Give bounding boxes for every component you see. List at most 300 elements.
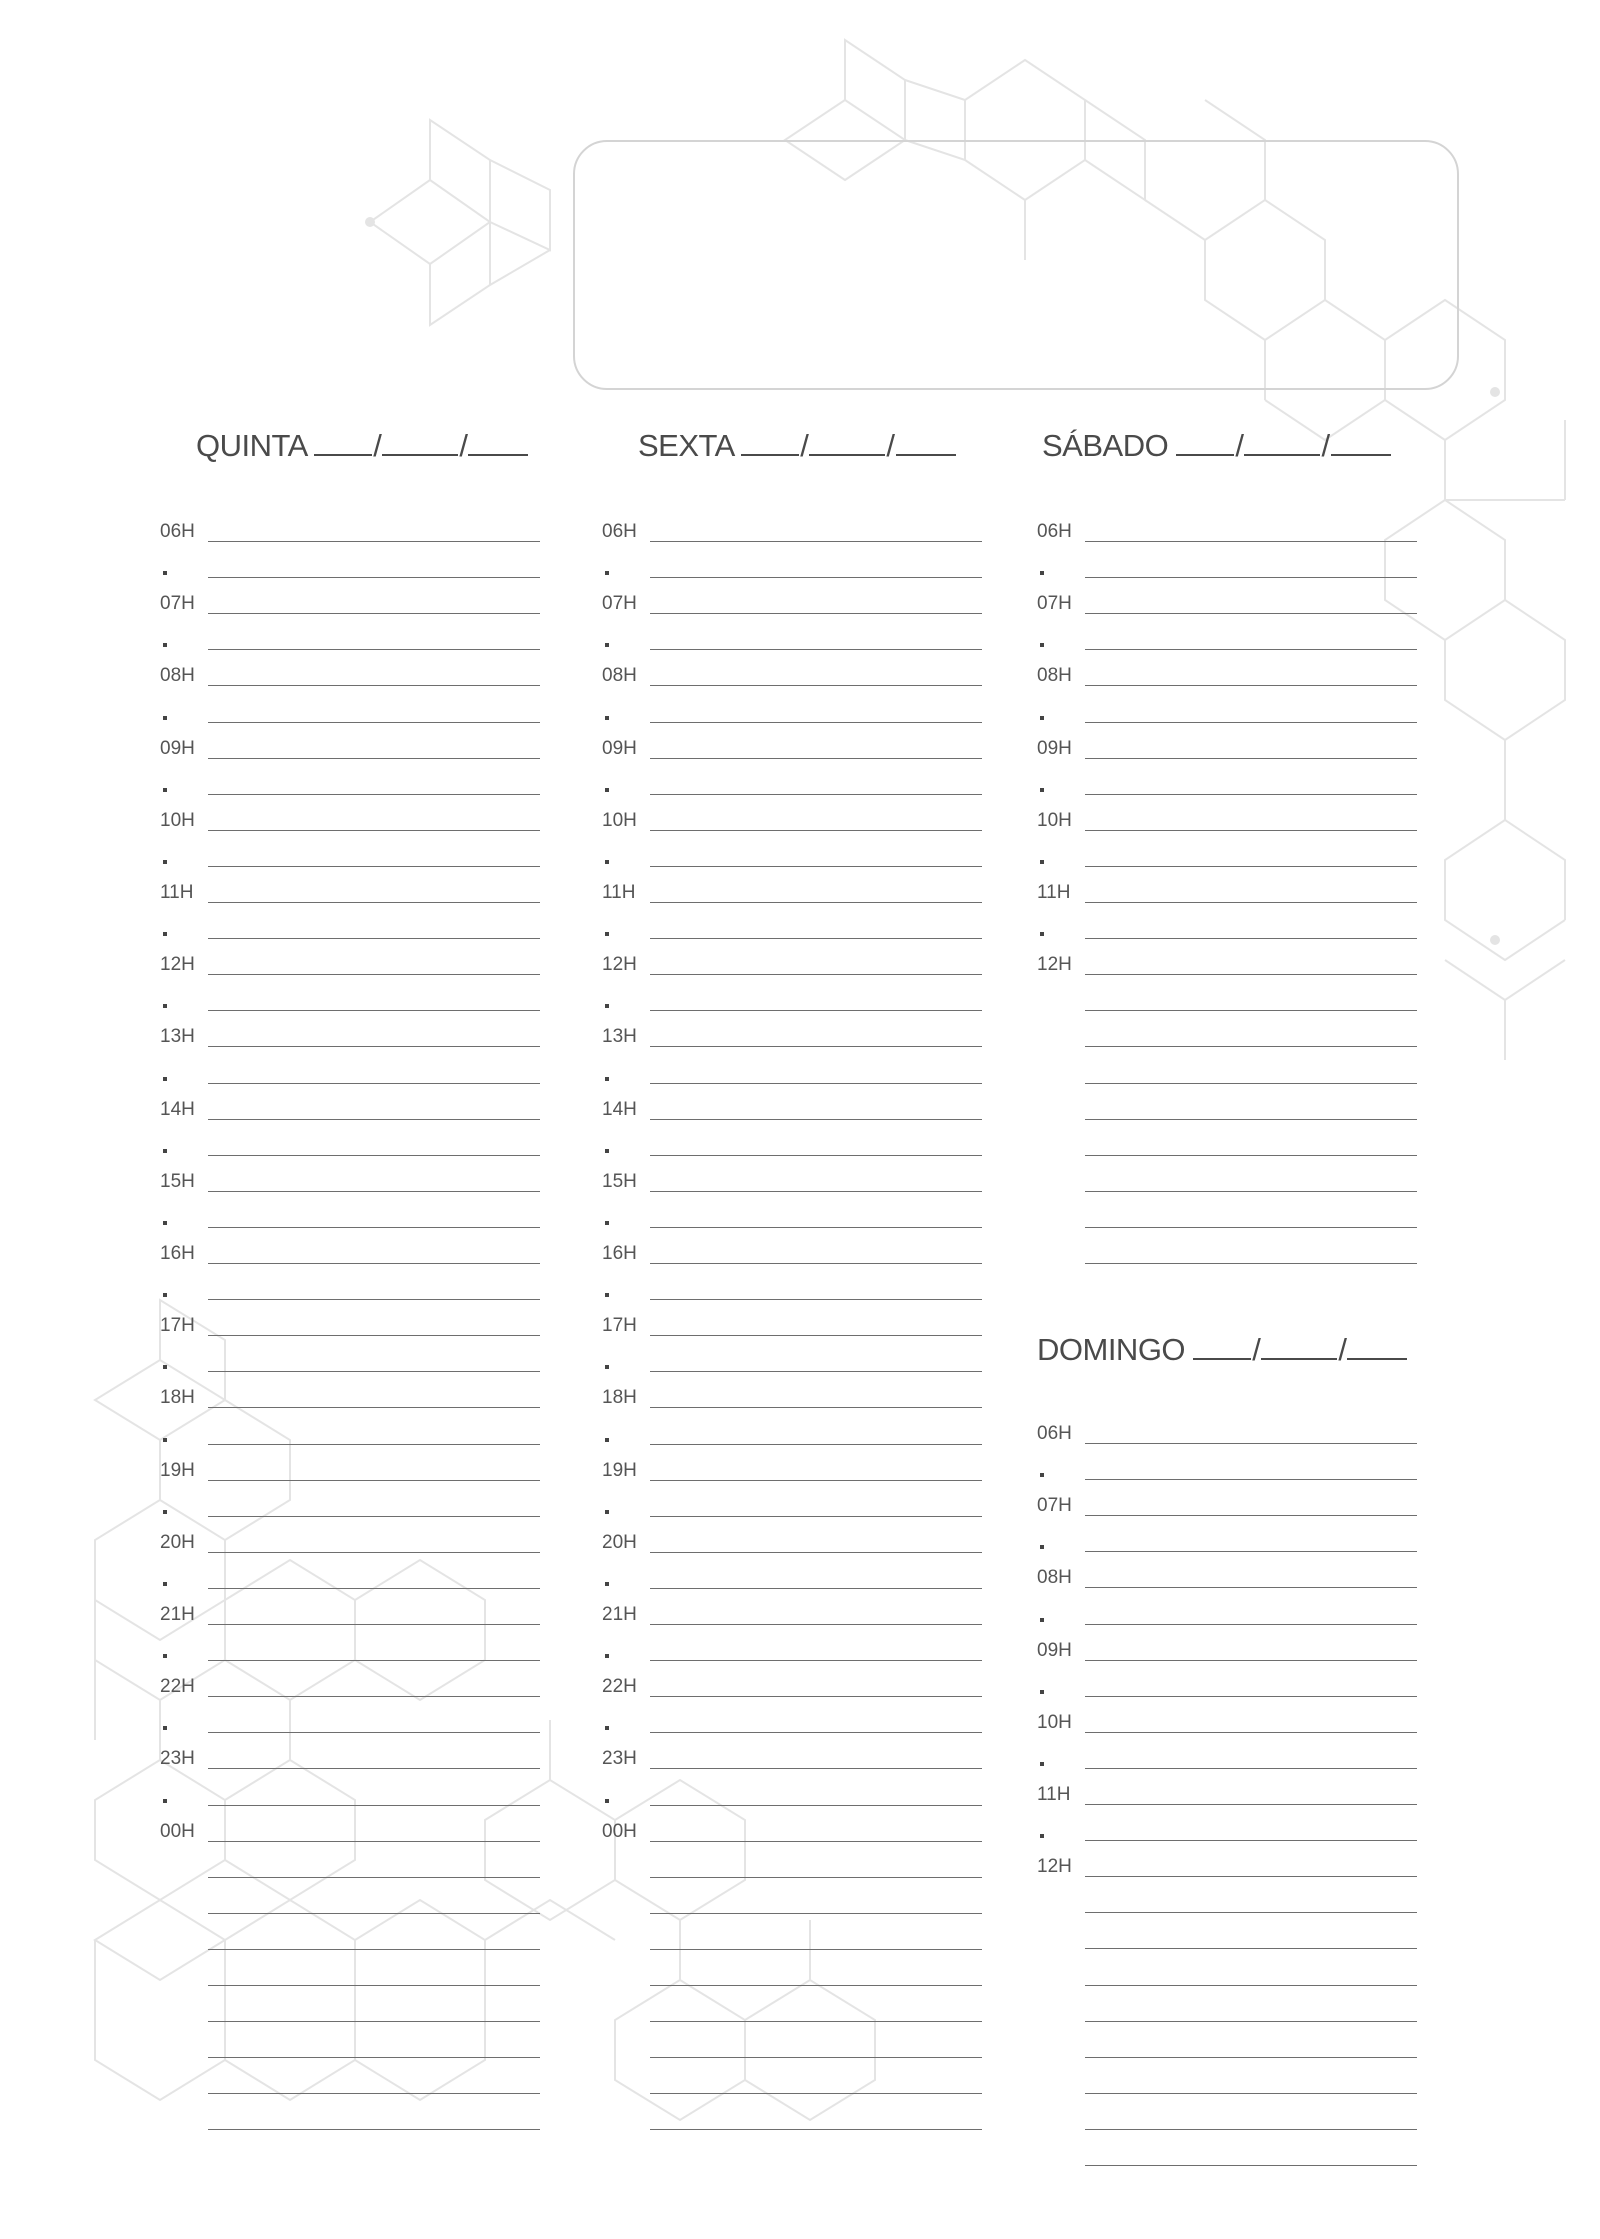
write-line[interactable] xyxy=(650,1552,982,1553)
write-line[interactable] xyxy=(1085,541,1417,542)
write-line[interactable] xyxy=(1085,577,1417,578)
write-line[interactable] xyxy=(1085,1840,1417,1841)
hour-label: 11H xyxy=(1037,882,1071,903)
write-line[interactable] xyxy=(650,1010,982,1011)
half-hour-dot xyxy=(163,1293,167,1297)
hour-label: 08H xyxy=(160,665,195,687)
half-hour-dot xyxy=(163,1077,167,1081)
write-line[interactable] xyxy=(208,758,540,759)
half-hour-dot xyxy=(163,1726,167,1730)
schedule-row xyxy=(160,771,540,795)
date-year-blank[interactable] xyxy=(468,428,528,456)
write-line[interactable] xyxy=(1085,2129,1417,2130)
write-line[interactable] xyxy=(208,577,540,578)
half-hour-dot xyxy=(1040,571,1044,575)
day-name: SÁBADO xyxy=(1042,428,1169,463)
schedule-row xyxy=(602,1926,982,1950)
write-line[interactable] xyxy=(650,541,982,542)
hour-label: 00H xyxy=(602,1820,637,1842)
write-line[interactable] xyxy=(208,1119,540,1120)
schedule-row xyxy=(1037,915,1417,939)
hour-label: 07H xyxy=(602,593,637,615)
schedule-row xyxy=(602,1096,982,1120)
half-hour-dot xyxy=(605,1077,609,1081)
write-line[interactable] xyxy=(1085,649,1417,650)
write-line[interactable] xyxy=(650,722,982,723)
write-line[interactable] xyxy=(650,1877,982,1878)
write-line[interactable] xyxy=(208,1155,540,1156)
schedule-row xyxy=(1037,951,1417,975)
write-line[interactable] xyxy=(208,902,540,903)
date-month-blank[interactable] xyxy=(1261,1332,1337,1360)
schedule-row xyxy=(602,1312,982,1336)
write-line[interactable] xyxy=(1085,1010,1417,1011)
half-hour-dot xyxy=(1040,1690,1044,1694)
write-line[interactable] xyxy=(1085,1948,1417,1949)
write-line[interactable] xyxy=(1085,1515,1417,1516)
schedule-row xyxy=(160,1348,540,1372)
schedule-row xyxy=(1037,1673,1417,1697)
write-line[interactable] xyxy=(1085,2165,1417,2166)
write-line[interactable] xyxy=(650,1768,982,1769)
schedule-row xyxy=(160,2106,540,2130)
half-hour-dot xyxy=(605,1221,609,1225)
half-hour-dot xyxy=(1040,1473,1044,1477)
write-line[interactable] xyxy=(208,1877,540,1878)
schedule-row xyxy=(1037,2034,1417,2058)
write-line[interactable] xyxy=(650,830,982,831)
write-line[interactable] xyxy=(650,1119,982,1120)
write-line[interactable] xyxy=(650,758,982,759)
half-hour-dot xyxy=(1040,1618,1044,1622)
schedule-row xyxy=(602,1204,982,1228)
hour-label: 12H xyxy=(602,954,637,976)
write-line[interactable] xyxy=(650,1046,982,1047)
date-day-blank[interactable] xyxy=(314,428,372,456)
schedule-row xyxy=(1037,1601,1417,1625)
half-hour-dot xyxy=(163,1582,167,1586)
schedule-row xyxy=(160,699,540,723)
hour-label: 09H xyxy=(1037,737,1072,759)
write-line[interactable] xyxy=(208,2021,540,2022)
write-line[interactable] xyxy=(1085,1587,1417,1588)
write-line[interactable] xyxy=(1085,1912,1417,1913)
write-line[interactable] xyxy=(208,1263,540,1264)
schedule-row xyxy=(160,1782,540,1806)
hour-label: 19H xyxy=(160,1459,195,1481)
schedule-row xyxy=(160,807,540,831)
write-line[interactable] xyxy=(208,722,540,723)
date-separator: / xyxy=(1338,1332,1347,1367)
schedule-row xyxy=(602,590,982,614)
hour-label: 19H xyxy=(602,1459,637,1481)
write-line[interactable] xyxy=(208,974,540,975)
write-line[interactable] xyxy=(208,1913,540,1914)
date-separator: / xyxy=(886,428,895,463)
hour-label: 22H xyxy=(160,1676,195,1698)
write-line[interactable] xyxy=(1085,1263,1417,1264)
date-day-blank[interactable] xyxy=(1193,1332,1251,1360)
schedule-row xyxy=(160,987,540,1011)
schedule-row xyxy=(602,1673,982,1697)
hour-label: 07H xyxy=(1037,593,1072,615)
half-hour-dot xyxy=(605,716,609,720)
schedule-row xyxy=(160,1023,540,1047)
schedule-row xyxy=(602,1023,982,1047)
day-name: DOMINGO xyxy=(1037,1332,1186,1367)
write-line[interactable] xyxy=(208,1046,540,1047)
schedule-row xyxy=(160,1890,540,1914)
half-hour-dot xyxy=(605,1582,609,1586)
write-line[interactable] xyxy=(1085,1155,1417,1156)
write-line[interactable] xyxy=(650,866,982,867)
write-line[interactable] xyxy=(1085,2057,1417,2058)
write-line[interactable] xyxy=(208,1588,540,1589)
half-hour-dot xyxy=(605,1654,609,1658)
hour-label: 23H xyxy=(602,1748,637,1770)
half-hour-dot xyxy=(163,571,167,575)
write-line[interactable] xyxy=(1085,722,1417,723)
schedule-row xyxy=(1037,1204,1417,1228)
hour-label: 09H xyxy=(1037,1639,1072,1661)
schedule-row xyxy=(1037,1060,1417,1084)
schedule-row xyxy=(1037,735,1417,759)
schedule-row xyxy=(1037,1420,1417,1444)
schedule-row xyxy=(1037,987,1417,1011)
write-line[interactable] xyxy=(650,1299,982,1300)
schedule-row xyxy=(1037,1709,1417,1733)
write-line[interactable] xyxy=(1085,2093,1417,2094)
schedule-row xyxy=(1037,843,1417,867)
schedule-row xyxy=(602,843,982,867)
write-line[interactable] xyxy=(650,1624,982,1625)
schedule-row xyxy=(160,1673,540,1697)
write-line[interactable] xyxy=(1085,1768,1417,1769)
write-line[interactable] xyxy=(650,1732,982,1733)
write-line[interactable] xyxy=(1085,685,1417,686)
write-line[interactable] xyxy=(1085,758,1417,759)
write-line[interactable] xyxy=(208,1371,540,1372)
write-line[interactable] xyxy=(208,866,540,867)
day-header-sabado xyxy=(1042,428,1391,464)
schedule-row xyxy=(1037,879,1417,903)
half-hour-dot xyxy=(1040,860,1044,864)
title-box[interactable] xyxy=(573,140,1459,390)
hour-label: 06H xyxy=(1037,1423,1072,1444)
schedule-row xyxy=(602,879,982,903)
schedule-row xyxy=(602,1782,982,1806)
schedule-row xyxy=(1037,699,1417,723)
schedule-row xyxy=(602,1818,982,1842)
schedule-row xyxy=(1037,1023,1417,1047)
write-line[interactable] xyxy=(1085,1083,1417,1084)
date-separator: / xyxy=(1252,1332,1261,1367)
schedule-row xyxy=(602,1384,982,1408)
write-line[interactable] xyxy=(650,1913,982,1914)
write-line[interactable] xyxy=(650,1155,982,1156)
schedule-row xyxy=(602,1745,982,1769)
date-month-blank[interactable] xyxy=(1244,428,1320,456)
hour-label: 08H xyxy=(1037,1567,1072,1589)
half-hour-dot xyxy=(163,1510,167,1514)
half-hour-dot xyxy=(1040,1834,1044,1838)
write-line[interactable] xyxy=(650,1949,982,1950)
write-line[interactable] xyxy=(1085,1046,1417,1047)
write-line[interactable] xyxy=(1085,974,1417,975)
schedule-row xyxy=(160,1096,540,1120)
half-hour-dot xyxy=(605,1365,609,1369)
write-line[interactable] xyxy=(1085,1227,1417,1228)
hour-label: 20H xyxy=(160,1531,195,1553)
hour-label: 16H xyxy=(160,1243,195,1264)
write-line[interactable] xyxy=(208,1805,540,1806)
write-line[interactable] xyxy=(650,974,982,975)
schedule-row xyxy=(602,951,982,975)
hour-label: 06H xyxy=(602,521,637,542)
write-line[interactable] xyxy=(1085,2021,1417,2022)
write-line[interactable] xyxy=(1085,830,1417,831)
hour-label: 17H xyxy=(602,1315,637,1337)
write-line[interactable] xyxy=(208,1552,540,1553)
write-line[interactable] xyxy=(208,1841,540,1842)
write-line[interactable] xyxy=(208,613,540,614)
write-line[interactable] xyxy=(650,1444,982,1445)
write-line[interactable] xyxy=(650,1263,982,1264)
write-line[interactable] xyxy=(1085,902,1417,903)
write-line[interactable] xyxy=(1085,1443,1417,1444)
hour-label: 22H xyxy=(602,1676,637,1698)
hour-label: 13H xyxy=(602,1026,637,1048)
write-line[interactable] xyxy=(650,1985,982,1986)
hour-label: 21H xyxy=(160,1604,195,1625)
write-line[interactable] xyxy=(1085,1624,1417,1625)
date-year-blank[interactable] xyxy=(896,428,956,456)
write-line[interactable] xyxy=(650,1407,982,1408)
schedule-row xyxy=(602,1601,982,1625)
write-line[interactable] xyxy=(208,794,540,795)
schedule-row xyxy=(160,1818,540,1842)
write-line[interactable] xyxy=(650,577,982,578)
schedule-row xyxy=(602,1060,982,1084)
write-line[interactable] xyxy=(1085,1985,1417,1986)
schedule-row xyxy=(160,1421,540,1445)
schedule-row xyxy=(160,518,540,542)
hour-label: 07H xyxy=(1037,1495,1072,1517)
schedule-row xyxy=(1037,1637,1417,1661)
write-line[interactable] xyxy=(1085,1191,1417,1192)
schedule-row xyxy=(1037,2106,1417,2130)
schedule-row xyxy=(1037,2142,1417,2166)
half-hour-dot xyxy=(605,1438,609,1442)
write-line[interactable] xyxy=(208,2057,540,2058)
write-line[interactable] xyxy=(650,1660,982,1661)
half-hour-dot xyxy=(1040,716,1044,720)
write-line[interactable] xyxy=(650,1588,982,1589)
write-line[interactable] xyxy=(650,1083,982,1084)
write-line[interactable] xyxy=(650,685,982,686)
schedule-row xyxy=(160,1457,540,1481)
half-hour-dot xyxy=(605,1004,609,1008)
schedule-row xyxy=(602,1493,982,1517)
write-line[interactable] xyxy=(1085,1696,1417,1697)
schedule-row xyxy=(602,735,982,759)
write-line[interactable] xyxy=(208,1407,540,1408)
write-line[interactable] xyxy=(1085,1804,1417,1805)
write-line[interactable] xyxy=(650,1516,982,1517)
hour-label: 09H xyxy=(160,737,195,759)
schedule-row xyxy=(160,1962,540,1986)
write-line[interactable] xyxy=(208,1660,540,1661)
write-line[interactable] xyxy=(650,649,982,650)
schedule-row xyxy=(1037,1168,1417,1192)
write-line[interactable] xyxy=(208,1299,540,1300)
date-year-blank[interactable] xyxy=(1331,428,1391,456)
schedule-row xyxy=(1037,1132,1417,1156)
schedule-row xyxy=(1037,1096,1417,1120)
schedule-row xyxy=(602,807,982,831)
schedule-row xyxy=(160,626,540,650)
schedule-row xyxy=(1037,1889,1417,1913)
write-line[interactable] xyxy=(208,1335,540,1336)
write-line[interactable] xyxy=(208,1083,540,1084)
write-line[interactable] xyxy=(650,1696,982,1697)
write-line[interactable] xyxy=(1085,938,1417,939)
date-month-blank[interactable] xyxy=(809,428,885,456)
schedule-row xyxy=(1037,1745,1417,1769)
write-line[interactable] xyxy=(208,1191,540,1192)
write-line[interactable] xyxy=(650,1480,982,1481)
half-hour-dot xyxy=(1040,1545,1044,1549)
hour-label: 10H xyxy=(1037,809,1072,831)
write-line[interactable] xyxy=(208,1949,540,1950)
day-name: QUINTA xyxy=(196,428,307,463)
write-line[interactable] xyxy=(650,1841,982,1842)
schedule-row xyxy=(602,1962,982,1986)
hour-label: 09H xyxy=(602,737,637,759)
write-line[interactable] xyxy=(650,938,982,939)
date-day-blank[interactable] xyxy=(741,428,799,456)
schedule-row xyxy=(602,699,982,723)
write-line[interactable] xyxy=(1085,1876,1417,1877)
write-line[interactable] xyxy=(208,649,540,650)
write-line[interactable] xyxy=(208,1010,540,1011)
write-line[interactable] xyxy=(1085,1551,1417,1552)
write-line[interactable] xyxy=(650,613,982,614)
write-line[interactable] xyxy=(650,2129,982,2130)
write-line[interactable] xyxy=(208,938,540,939)
write-line[interactable] xyxy=(650,2093,982,2094)
hour-label: 20H xyxy=(602,1531,637,1553)
schedule-row xyxy=(602,2106,982,2130)
hour-label: 06H xyxy=(1037,521,1072,542)
write-line[interactable] xyxy=(208,685,540,686)
write-line[interactable] xyxy=(208,1480,540,1481)
write-line[interactable] xyxy=(208,2129,540,2130)
schedule-row xyxy=(1037,1240,1417,1264)
hour-label: 18H xyxy=(602,1387,637,1409)
hour-label: 21H xyxy=(602,1604,637,1625)
write-line[interactable] xyxy=(650,1371,982,1372)
schedule-row xyxy=(1037,1781,1417,1805)
write-line[interactable] xyxy=(1085,1732,1417,1733)
write-line[interactable] xyxy=(650,1227,982,1228)
schedule-row xyxy=(602,987,982,1011)
write-line[interactable] xyxy=(208,2093,540,2094)
hour-label: 12H xyxy=(1037,954,1072,976)
schedule-row xyxy=(1037,1456,1417,1480)
write-line[interactable] xyxy=(208,1732,540,1733)
hour-label: 08H xyxy=(602,665,637,687)
schedule-row xyxy=(160,1709,540,1733)
write-line[interactable] xyxy=(1085,866,1417,867)
write-line[interactable] xyxy=(208,830,540,831)
write-line[interactable] xyxy=(208,1516,540,1517)
schedule-row xyxy=(160,1637,540,1661)
half-hour-dot xyxy=(163,1365,167,1369)
half-hour-dot xyxy=(163,932,167,936)
date-year-blank[interactable] xyxy=(1347,1332,1407,1360)
write-line[interactable] xyxy=(650,1191,982,1192)
half-hour-dot xyxy=(163,1654,167,1658)
schedule-row xyxy=(1037,1528,1417,1552)
schedule-row xyxy=(160,915,540,939)
write-line[interactable] xyxy=(650,902,982,903)
schedule-row xyxy=(160,662,540,686)
schedule-row xyxy=(1037,626,1417,650)
hour-label: 10H xyxy=(1037,1711,1072,1733)
date-separator: / xyxy=(1235,428,1244,463)
schedule-row xyxy=(602,2034,982,2058)
write-line[interactable] xyxy=(208,541,540,542)
date-day-blank[interactable] xyxy=(1176,428,1234,456)
day-header-sexta xyxy=(638,428,956,464)
write-line[interactable] xyxy=(1085,794,1417,795)
write-line[interactable] xyxy=(208,1768,540,1769)
write-line[interactable] xyxy=(1085,1479,1417,1480)
half-hour-dot xyxy=(605,1293,609,1297)
write-line[interactable] xyxy=(1085,1660,1417,1661)
schedule-row xyxy=(160,1240,540,1264)
schedule-row xyxy=(160,1132,540,1156)
write-line[interactable] xyxy=(208,1227,540,1228)
write-line[interactable] xyxy=(208,1624,540,1625)
schedule-row xyxy=(602,518,982,542)
schedule-row xyxy=(160,1998,540,2022)
write-line[interactable] xyxy=(208,1444,540,1445)
schedule-row xyxy=(602,1168,982,1192)
date-month-blank[interactable] xyxy=(382,428,458,456)
schedule-row xyxy=(160,1168,540,1192)
date-separator: / xyxy=(1321,428,1330,463)
hour-label: 13H xyxy=(160,1026,195,1048)
write-line[interactable] xyxy=(650,1335,982,1336)
write-line[interactable] xyxy=(208,1696,540,1697)
schedule-row xyxy=(160,1312,540,1336)
write-line[interactable] xyxy=(650,2021,982,2022)
hour-label: 18H xyxy=(160,1387,195,1409)
write-line[interactable] xyxy=(208,1985,540,1986)
schedule-row xyxy=(1037,1925,1417,1949)
hour-label: 14H xyxy=(160,1098,195,1120)
write-line[interactable] xyxy=(650,794,982,795)
write-line[interactable] xyxy=(650,2057,982,2058)
hour-label: 11H xyxy=(160,882,194,903)
write-line[interactable] xyxy=(1085,613,1417,614)
write-line[interactable] xyxy=(1085,1119,1417,1120)
schedule-row xyxy=(602,1348,982,1372)
half-hour-dot xyxy=(163,1438,167,1442)
write-line[interactable] xyxy=(650,1805,982,1806)
